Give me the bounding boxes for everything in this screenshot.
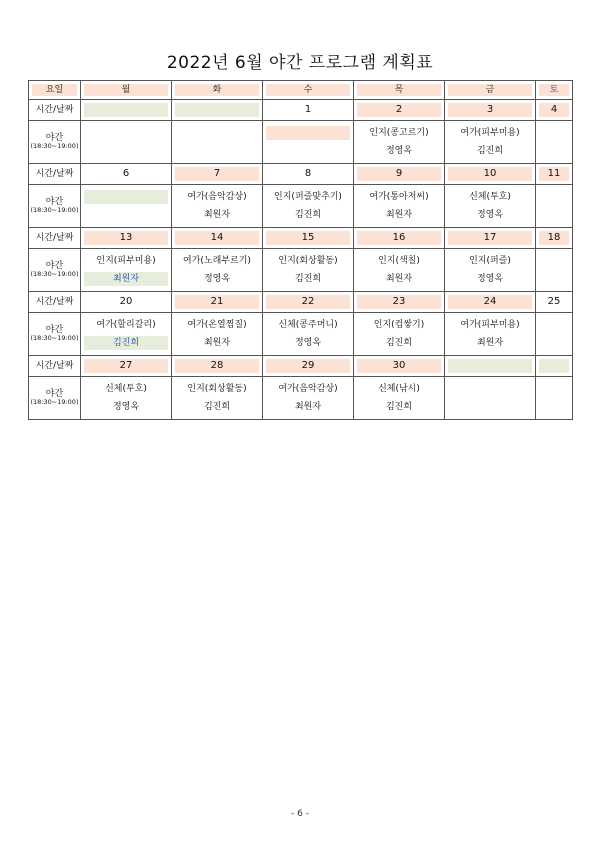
day-label: 금 xyxy=(448,84,532,96)
program-cell xyxy=(263,313,354,356)
date-cell xyxy=(536,100,573,121)
date-cell xyxy=(445,292,536,313)
program-cell xyxy=(172,313,263,356)
program-cell xyxy=(354,121,445,164)
date-cell xyxy=(263,100,354,121)
date-cell xyxy=(263,228,354,249)
row-label-date: 시간/날짜 xyxy=(29,228,81,249)
program-cell xyxy=(354,249,445,292)
row-label-program xyxy=(29,249,81,292)
staff-name: 정영옥 xyxy=(112,402,140,412)
program-name xyxy=(266,126,350,140)
date-row xyxy=(29,228,573,249)
date-cell xyxy=(536,228,573,249)
date-cell xyxy=(354,100,445,121)
staff-name: 최원자 xyxy=(203,210,231,220)
row-label-time: (18:30~19:00) xyxy=(30,270,79,278)
row-label-program xyxy=(29,185,81,228)
date-number: 27 xyxy=(84,359,168,373)
program-name: 신체(투호) xyxy=(105,384,147,394)
header-cell xyxy=(263,81,354,100)
date-cell xyxy=(445,164,536,185)
date-number: 9 xyxy=(357,167,441,181)
staff-name: 김진희 xyxy=(203,402,231,412)
program-cell xyxy=(81,249,172,292)
staff-name: 김진희 xyxy=(294,210,322,220)
date-cell xyxy=(354,292,445,313)
date-number: 13 xyxy=(84,231,168,245)
date-cell xyxy=(445,100,536,121)
date-cell xyxy=(81,100,172,121)
row-label-date: 시간/날짜 xyxy=(29,100,81,121)
program-cell xyxy=(445,313,536,356)
header-cell xyxy=(445,81,536,100)
program-name xyxy=(81,124,171,142)
program-cell xyxy=(172,121,263,164)
program-cell xyxy=(536,249,573,292)
program-row xyxy=(29,313,573,356)
staff-name: 정영옥 xyxy=(385,146,413,156)
staff-name: 김진희 xyxy=(385,338,413,348)
staff-name xyxy=(172,142,262,160)
date-cell xyxy=(536,164,573,185)
program-cell xyxy=(172,185,263,228)
date-number: 15 xyxy=(266,231,350,245)
date-cell xyxy=(536,356,573,377)
program-name: 인지(퍼즐맞추기) xyxy=(274,192,342,202)
date-number xyxy=(84,103,168,117)
program-cell xyxy=(81,185,172,228)
row-label-date: 시간/날짜 xyxy=(29,164,81,185)
staff-name xyxy=(536,334,572,352)
program-name xyxy=(536,124,572,142)
program-name xyxy=(536,188,572,206)
staff-name: 최원자 xyxy=(385,274,413,284)
program-name: 인지(피부미용) xyxy=(96,256,156,266)
program-name: 인지(회상활동) xyxy=(187,384,247,394)
day-label: 목 xyxy=(357,84,441,96)
staff-name: 정영옥 xyxy=(476,210,504,220)
header-cell xyxy=(29,81,81,100)
program-cell xyxy=(263,377,354,420)
staff-name xyxy=(536,206,572,224)
staff-name: 최원자 xyxy=(294,402,322,412)
program-cell xyxy=(263,121,354,164)
row-label-main: 야간 xyxy=(45,325,64,335)
row-label-main: 야간 xyxy=(45,133,64,143)
date-row xyxy=(29,356,573,377)
program-row xyxy=(29,121,573,164)
date-number: 24 xyxy=(448,295,532,309)
date-number: 25 xyxy=(547,296,561,307)
program-row xyxy=(29,377,573,420)
date-number xyxy=(448,359,532,373)
row-label-time: (18:30~19:00) xyxy=(30,142,79,150)
program-cell xyxy=(81,121,172,164)
date-row xyxy=(29,292,573,313)
header-cell xyxy=(172,81,263,100)
program-name: 여가(피부미용) xyxy=(460,320,520,330)
header-cell xyxy=(536,81,573,100)
program-cell xyxy=(81,377,172,420)
program-cell xyxy=(263,249,354,292)
program-name: 신체(콩주머니) xyxy=(278,320,338,330)
row-label-date: 시간/날짜 xyxy=(29,292,81,313)
staff-name: 최원자 xyxy=(84,272,168,286)
header-cell xyxy=(354,81,445,100)
date-number: 4 xyxy=(539,103,569,117)
date-number: 29 xyxy=(266,359,350,373)
staff-name xyxy=(263,142,353,160)
date-cell xyxy=(263,292,354,313)
program-row xyxy=(29,249,573,292)
staff-name xyxy=(81,142,171,160)
staff-name: 정영옥 xyxy=(203,274,231,284)
date-number: 14 xyxy=(175,231,259,245)
schedule-table xyxy=(28,80,573,420)
program-cell xyxy=(445,121,536,164)
program-name: 여가(음악감상) xyxy=(187,192,247,202)
program-cell xyxy=(354,377,445,420)
program-cell xyxy=(536,377,573,420)
date-cell xyxy=(263,164,354,185)
date-cell xyxy=(81,228,172,249)
date-cell xyxy=(445,356,536,377)
staff-name xyxy=(81,206,171,224)
row-label-time: (18:30~19:00) xyxy=(30,206,79,214)
date-number xyxy=(539,359,569,373)
program-cell xyxy=(354,313,445,356)
date-number: 30 xyxy=(357,359,441,373)
program-cell xyxy=(536,185,573,228)
date-number: 16 xyxy=(357,231,441,245)
program-name: 인지(퍼즐) xyxy=(469,256,511,266)
staff-name xyxy=(445,398,535,416)
program-row xyxy=(29,185,573,228)
staff-name: 최원자 xyxy=(385,210,413,220)
program-name xyxy=(536,316,572,334)
staff-name: 김진희 xyxy=(294,274,322,284)
program-name xyxy=(536,252,572,270)
date-number: 18 xyxy=(539,231,569,245)
staff-name: 최원자 xyxy=(203,338,231,348)
staff-name: 김진희 xyxy=(476,146,504,156)
program-cell xyxy=(445,249,536,292)
row-label-program xyxy=(29,377,81,420)
date-number: 8 xyxy=(304,168,312,179)
row-label-time: (18:30~19:00) xyxy=(30,334,79,342)
date-number: 11 xyxy=(539,167,569,181)
staff-name: 정영옥 xyxy=(476,274,504,284)
date-number: 22 xyxy=(266,295,350,309)
program-name: 신체(투호) xyxy=(469,192,511,202)
date-cell xyxy=(354,356,445,377)
program-cell xyxy=(445,377,536,420)
program-name: 인지(컵쌓기) xyxy=(373,320,425,330)
program-cell xyxy=(354,185,445,228)
staff-name: 김진희 xyxy=(84,336,168,350)
date-cell xyxy=(445,228,536,249)
program-name: 여가(할리갈리) xyxy=(96,320,156,330)
day-label: 수 xyxy=(266,84,350,96)
staff-name: 최원자 xyxy=(476,338,504,348)
program-cell xyxy=(536,313,573,356)
program-cell xyxy=(81,313,172,356)
program-name: 인지(색칠) xyxy=(378,256,420,266)
date-cell xyxy=(263,356,354,377)
program-name: 인지(회상활동) xyxy=(278,256,338,266)
program-cell xyxy=(263,185,354,228)
program-name: 인지(콩고르기) xyxy=(369,128,429,138)
day-label: 토 xyxy=(539,84,569,96)
date-number: 20 xyxy=(119,296,133,307)
row-label-program xyxy=(29,121,81,164)
row-label-program xyxy=(29,313,81,356)
date-number xyxy=(175,103,259,117)
program-name: 여가(온열찜질) xyxy=(187,320,247,330)
program-name xyxy=(84,190,168,204)
date-cell xyxy=(354,228,445,249)
program-cell xyxy=(445,185,536,228)
date-cell xyxy=(81,164,172,185)
staff-name xyxy=(536,270,572,288)
program-cell xyxy=(172,249,263,292)
day-label: 요일 xyxy=(32,84,77,96)
date-cell xyxy=(172,100,263,121)
date-number: 7 xyxy=(175,167,259,181)
date-cell xyxy=(354,164,445,185)
program-name xyxy=(445,380,535,398)
date-number: 3 xyxy=(448,103,532,117)
program-name: 신체(낚시) xyxy=(378,384,420,394)
date-number: 10 xyxy=(448,167,532,181)
program-name xyxy=(536,380,572,398)
date-number: 28 xyxy=(175,359,259,373)
program-name: 여가(노래부르기) xyxy=(183,256,251,266)
header-row xyxy=(29,81,573,100)
page-number: - 6 - xyxy=(291,809,309,819)
row-label-date: 시간/날짜 xyxy=(29,356,81,377)
staff-name: 정영옥 xyxy=(294,338,322,348)
row-label-main: 야간 xyxy=(45,389,64,399)
staff-name xyxy=(536,398,572,416)
date-number: 17 xyxy=(448,231,532,245)
date-number: 6 xyxy=(122,168,130,179)
program-cell xyxy=(172,377,263,420)
program-name: 여가(통아저씨) xyxy=(369,192,429,202)
date-cell xyxy=(172,292,263,313)
program-name xyxy=(172,124,262,142)
program-name: 여가(음악감상) xyxy=(278,384,338,394)
day-label: 월 xyxy=(84,84,168,96)
staff-name xyxy=(536,142,572,160)
program-name: 여가(피부미용) xyxy=(460,128,520,138)
date-row xyxy=(29,100,573,121)
staff-name: 김진희 xyxy=(385,402,413,412)
row-label-main: 야간 xyxy=(45,261,64,271)
date-cell xyxy=(172,228,263,249)
day-label: 화 xyxy=(175,84,259,96)
date-cell xyxy=(81,292,172,313)
page-title: 2022년 6월 야간 프로그램 계획표 xyxy=(166,53,434,73)
date-cell xyxy=(536,292,573,313)
date-number: 23 xyxy=(357,295,441,309)
row-label-time: (18:30~19:00) xyxy=(30,398,79,406)
date-number: 21 xyxy=(175,295,259,309)
program-cell xyxy=(536,121,573,164)
date-cell xyxy=(81,356,172,377)
row-label-main: 야간 xyxy=(45,197,64,207)
date-number: 1 xyxy=(304,104,312,115)
date-cell xyxy=(172,164,263,185)
date-cell xyxy=(172,356,263,377)
header-cell xyxy=(81,81,172,100)
date-row xyxy=(29,164,573,185)
date-number: 2 xyxy=(357,103,441,117)
